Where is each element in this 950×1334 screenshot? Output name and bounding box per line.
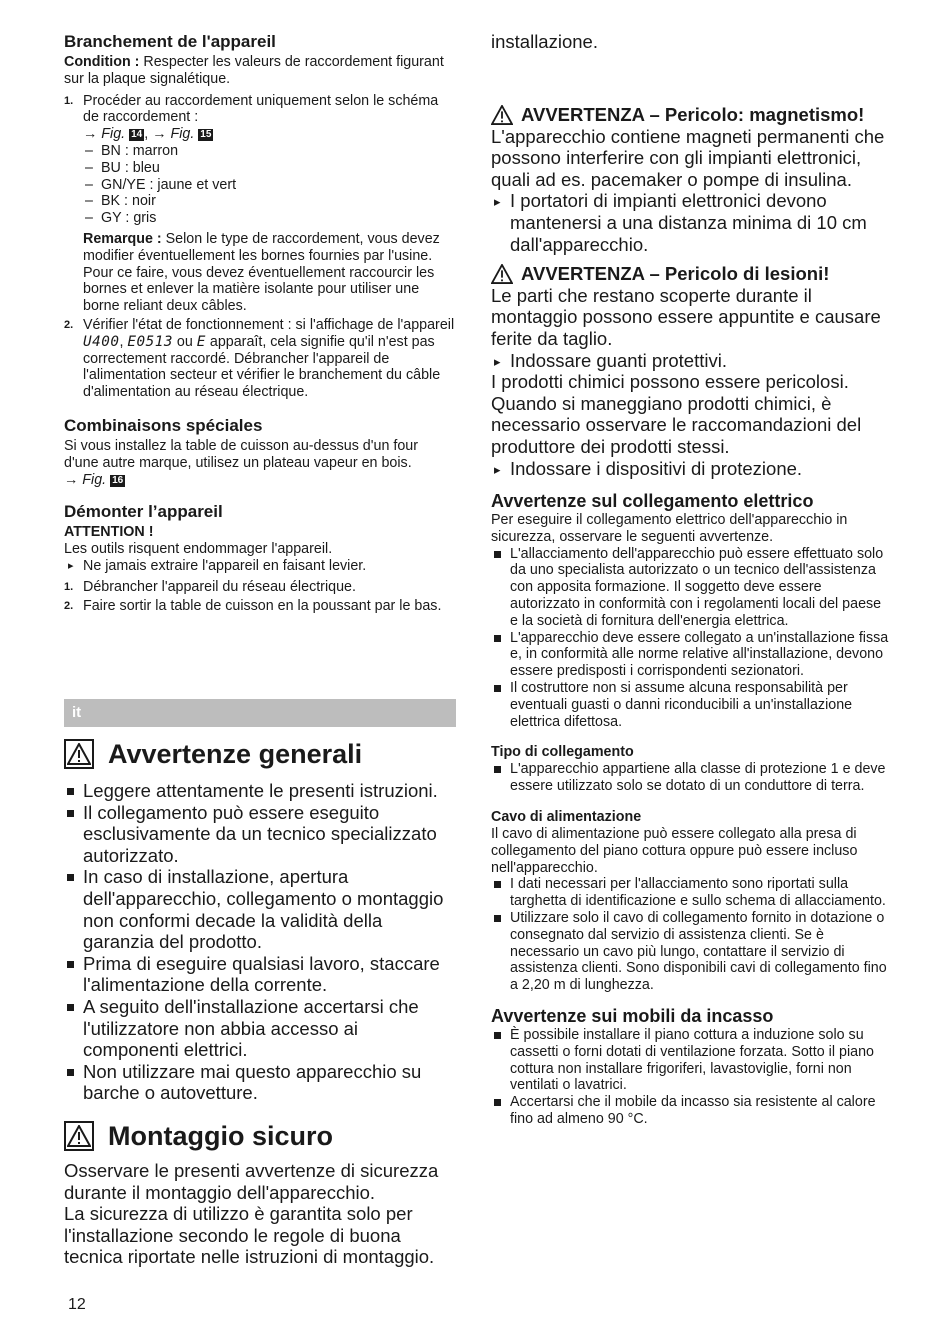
action-item: ▸ Indossare guanti protettivi.: [491, 350, 891, 372]
section-cavo: [491, 809, 891, 994]
fig-label: Fig.: [82, 471, 107, 488]
wire-list: [85, 143, 456, 227]
paragraph: Si vous installez la table de cuisson au-dessus d'un four d'une autre marque, utilisez un plateau vapeur en bois.: [64, 437, 419, 471]
paragraph-continued: [491, 31, 891, 96]
action-item: ▸ Ne jamais extraire l'appareil en faisant levier.: [64, 558, 456, 575]
paragraph: Les outils risquent endommager l'appareil.: [64, 541, 333, 558]
warning-icon: [491, 105, 513, 125]
electrical-list: [491, 546, 891, 731]
step-text: Vérifier l'état de fonctionnement : si l'affichage de l'appareil: [83, 316, 455, 333]
action-item: ▸ I portatori di impianti elettronici devono mantenersi a una distanza minima di 10 cm dall'apparecchio.: [491, 190, 891, 255]
continued-text: installazione.: [491, 31, 598, 52]
section-title: Démonter l’appareil: [64, 502, 223, 522]
attention-label: ATTENTION !: [64, 524, 154, 541]
list-item: – BK : noir: [85, 193, 456, 210]
left-column: [64, 32, 456, 614]
list-item: Utilizzare solo il cavo di collegamento fornito in dotazione o consegnato dal servizio di assistenza clienti. Se è necessario un cavo più lungo, contattare il servizio di assistenza clienti. Sono disponibili cavi di collegamento fino a 2,20 m di lunghezza.: [491, 910, 891, 994]
section-combinaisons: [64, 416, 456, 488]
steps-list: [64, 93, 456, 401]
step-text: Faire sortir la table de cuisson en la poussant par le bas.: [83, 597, 442, 614]
list-item: – BU : bleu: [85, 160, 456, 177]
furniture-list: [491, 1027, 891, 1128]
section-title: Branchement de l'appareil: [64, 32, 276, 51]
list-item: I dati necessari per l'allacciamento sono riportati sulla targhetta di identificazione e sullo schema di allacciamento.: [491, 876, 891, 910]
list-item: Il costruttore non si assume alcuna responsabilità per eventuali guasti o danni riconducibili a un'installazione elettrica difettosa.: [491, 680, 891, 730]
arrow-icon: →: [64, 471, 79, 488]
section-title: Tipo di collegamento: [491, 744, 634, 761]
note-paragraph: [83, 231, 456, 315]
step-2: [64, 317, 456, 401]
step-number: 1.: [64, 580, 74, 593]
section-heading-montaggio: [64, 1120, 456, 1152]
list-item: – GN/YE : jaune et vert: [85, 177, 456, 194]
warning-title: AVVERTENZA – Pericolo di lesioni!: [521, 263, 830, 285]
warning-icon: [64, 1121, 94, 1151]
figure-reference: → Fig. 14 , → Fig. 15: [83, 126, 212, 143]
figure-number: 15: [200, 129, 212, 141]
paragraph: Le parti che restano scoperte durante il montaggio possono essere appuntite e causare ferite da taglio.: [491, 284, 881, 349]
figure-number: 14: [131, 129, 143, 141]
section-branchement: [64, 32, 456, 401]
action-item: ▸ Indossare i dispositivi di protezione.: [491, 458, 891, 480]
section-title: Montaggio sicuro: [108, 1120, 333, 1151]
list-item: Prima di eseguire qualsiasi lavoro, staccare l'alimentazione della corrente.: [64, 953, 456, 996]
step-text: apparaît, cela signifie qu'il n'est pas correctement raccordé. Débrancher l'appareil de l'alimentation secteur et vérifier le branchement du câble d'alimentation au réseau électrique.: [83, 333, 441, 401]
step-1: [64, 579, 456, 596]
section-title: Combinaisons spéciales: [64, 415, 263, 435]
warning-title: AVVERTENZA – Pericolo: magnetismo!: [521, 104, 865, 125]
cable-list: [491, 876, 891, 994]
list-item: In caso di installazione, apertura dell'apparecchio, collegamento o montaggio non conformi decade la validità della garanzia del prodotto.: [64, 866, 456, 952]
paragraph: Il cavo di alimentazione può essere collegato alla presa di collegamento del piano cottura oppure può essere incluso nell'apparecchio.: [491, 826, 858, 876]
warning-heading: [491, 263, 891, 285]
page-number: 12: [68, 1296, 86, 1313]
figure-reference: [64, 472, 456, 489]
fig-label: Fig.: [101, 126, 126, 143]
condition-paragraph: [64, 54, 456, 88]
list-item: – BN : marron: [85, 143, 456, 160]
section-elettrico: [491, 491, 891, 730]
warning-icon: [64, 739, 94, 769]
right-column: [491, 31, 891, 1128]
step-text: Débrancher l'appareil du réseau électrique.: [83, 578, 356, 595]
note-label: Remarque :: [83, 230, 162, 247]
paragraph-start: La sicurezza di utilizzo è garantita solo per l'installazione secondo le regole di buona tecnica riportate nelle istruzioni di montaggio.: [64, 1203, 435, 1268]
condition-label: Condition :: [64, 54, 140, 70]
section-title: Avvertenze sul collegamento elettrico: [491, 491, 814, 512]
language-tab: it: [64, 699, 456, 727]
warning-heading: [491, 104, 891, 126]
fig-label: Fig.: [170, 126, 195, 143]
step-number: 2.: [64, 318, 74, 331]
section-heading-general: [64, 738, 456, 770]
step-1: [64, 93, 456, 315]
paragraph: I prodotti chimici possono essere pericolosi. Quando si maneggiano prodotti chimici, è necessario osservare le raccomandazioni del produttore dei prodotti stessi.: [491, 371, 862, 457]
section-demonter: [64, 502, 456, 614]
list-item: L'allacciamento dell'apparecchio può essere effettuato solo da uno specialista autorizzato o un tecnico dell'assistenza con apposita formazione. Il soggetto deve essere autorizzato in conformità con i regolamenti locali del paese e la società di fornitura dell'energia elettrica.: [491, 546, 891, 630]
arrow-icon: →: [83, 126, 98, 143]
list-item: È possibile installare il piano cottura a induzione solo su cassetti o forni dotati di ventilazione forzata. Sotto il piano cottura non installare frigoriferi, lavastoviglie, forni non ventilati o lavatrici.: [491, 1027, 891, 1094]
section-mobili: [491, 1006, 891, 1128]
left-column-italian: [64, 738, 456, 1267]
section-title: Avvertenze sui mobili da incasso: [491, 1006, 774, 1027]
section-title: Avvertenze generali: [108, 739, 363, 769]
list-item: A seguito dell'installazione accertarsi che l'utilizzatore non abbia accesso ai componenti elettrici.: [64, 996, 456, 1061]
warning-injury: [491, 263, 891, 479]
list-item: Il collegamento può essere eseguito esclusivamente da un tecnico specializzato autorizzato.: [64, 802, 456, 867]
paragraph: Osservare le presenti avvertenze di sicurezza durante il montaggio dell'apparecchio.: [64, 1159, 439, 1203]
step-2: [64, 598, 456, 615]
section-tipo: [491, 744, 891, 795]
list-item: L'apparecchio appartiene alla classe di protezione 1 e deve essere utilizzato solo se dotato di un conduttore di terra.: [491, 761, 891, 795]
section-title: Cavo di alimentazione: [491, 809, 642, 826]
steps-list: [64, 579, 456, 615]
warning-icon: [491, 264, 513, 284]
general-warnings-list: [64, 780, 456, 1104]
separator: ,: [119, 333, 128, 350]
arrow-icon: →: [152, 126, 167, 143]
display-code: U400: [83, 333, 120, 350]
display-code: E: [196, 333, 206, 350]
list-item: – GY : gris: [85, 210, 456, 227]
step-number: 2.: [64, 599, 74, 612]
figure-number: 16: [112, 474, 124, 486]
list-item: Leggere attentamente le presenti istruzioni.: [64, 780, 456, 802]
paragraph: Per eseguire il collegamento elettrico dell'apparecchio in sicurezza, osservare le seguenti avvertenze.: [491, 512, 848, 545]
warning-magnetism: [491, 104, 891, 255]
step-text: Procéder au raccordement uniquement selon le schéma de raccordement :: [83, 92, 439, 126]
note-text: Selon le type de raccordement, vous devez modifier éventuellement les bornes fournies par l'usine. Pour ce faire, vous devez éventuellement raccourcir les bornes et enlever la matière isolante pour utiliser une borne reliant deux câbles.: [83, 230, 440, 315]
display-code: E0513: [127, 333, 173, 350]
list-item: Non utilizzare mai questo apparecchio su barche o autovetture.: [64, 1061, 456, 1104]
step-number: 1.: [64, 94, 74, 107]
condition-text: Respecter les valeurs de raccordement figurant sur la plaque signalétique.: [64, 54, 444, 87]
type-list: [491, 761, 891, 795]
list-item: Accertarsi che il mobile da incasso sia resistente al calore fino ad almeno 90 °C.: [491, 1094, 891, 1128]
separator: ou: [172, 333, 197, 350]
list-item: L'apparecchio deve essere collegato a un'installazione fissa e, in conformità alle norme relative all'installazione, devono essere predisposti i corrispondenti sezionatori.: [491, 630, 891, 680]
paragraph: L'apparecchio contiene magneti permanenti che possono interferire con gli impianti elettronici, quali ad es. pacemaker o pompe di insulina.: [491, 125, 885, 190]
